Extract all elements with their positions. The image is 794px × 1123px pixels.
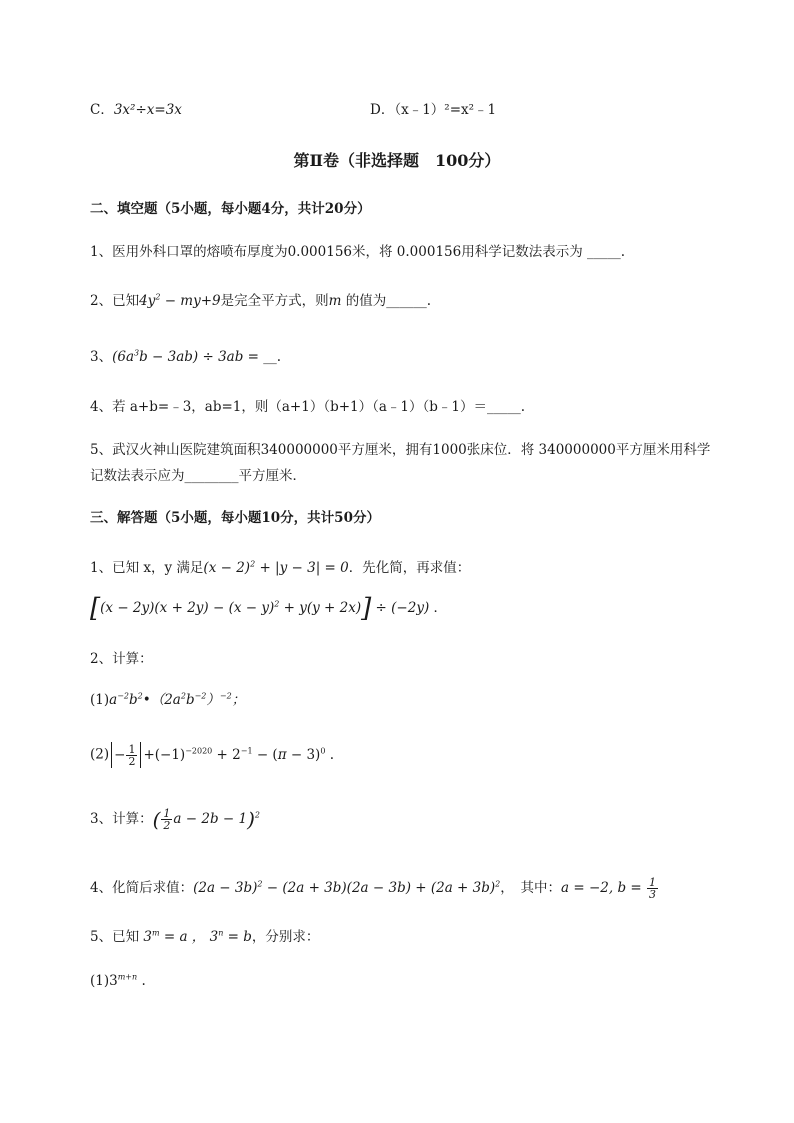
answer-question-2-sub-2	[90, 742, 744, 768]
fill-q3-number: 3、	[90, 349, 113, 365]
answer-question-1-expression	[90, 593, 744, 624]
answer-q2-sub2-expr: − $\frac{1}{2}$ $+(-1)^{-2020} + 2^{-1} - (\pi - 3)^0$ .	[109, 747, 334, 763]
option-d-text: （x﹣1）²=x²﹣1	[394, 102, 497, 118]
fill-q3-formula: $(6a^3b - 3ab) \div 3ab$	[112, 348, 244, 365]
fill-q2-number: 2、已知	[90, 293, 140, 309]
fill-question-5-line-1: 5、武汉火神山医院建筑面积340000000平方厘米，拥有1000张床位．将 340000000平方厘米用科学	[90, 442, 711, 458]
option-d	[370, 100, 744, 120]
section-fill-heading: 二、填空题（5小题，每小题4分，共计20分）	[90, 201, 371, 217]
answer-q1-expr: $[(x - 2y)(x + 2y) - (x - y)^2 + y(y + 2x)] \div (-2y)$	[90, 593, 430, 624]
answer-question-5-sub-1	[90, 971, 744, 991]
answer-q1-start: 1、已知 x，y 满足	[90, 560, 204, 576]
answer-question-3	[90, 808, 744, 831]
answer-q4-mid: ， 其中：	[500, 880, 562, 896]
answer-q3-expr: ( $\frac{1}{2}$ a − 2b − 1)$^2$	[152, 807, 260, 832]
answer-q5-conditions: $3^m = a$ ， $3^n = b$	[143, 928, 252, 945]
fill-q3-end: = __.	[243, 349, 282, 365]
fill-question-5-line-2: 记数法表示应为________平方厘米．	[90, 468, 306, 484]
answer-q5-sub1-label: (1)	[90, 973, 110, 989]
answer-question-2-title: 2、计算：	[90, 651, 153, 667]
fill-question-3	[90, 347, 744, 367]
answer-q2-sub1-expr: $a^{-2}b^2•(2a^2b^{-2})^{-2}$；	[109, 691, 246, 708]
fill-question-1: 1、医用外科口罩的熔喷布厚度为0.000156米，将 0.000156用科学记数法表示为 _____.	[90, 244, 626, 260]
answer-q4-expr: $(2a - 3b)^2 - (2a + 3b)(2a - 3b) + (2a + 3b)^2$	[193, 879, 501, 896]
answer-q1-expr-end: ．	[429, 600, 448, 616]
option-d-label: D．	[370, 102, 395, 118]
section-answer-heading: 三、解答题（5小题，每小题10分，共计50分）	[90, 510, 380, 526]
answer-question-2-sub-1	[90, 690, 744, 710]
option-c-text: 3x²÷x=3x	[113, 102, 182, 118]
answer-q2-sub1-label: (1)	[90, 692, 110, 708]
part-title: 第Ⅱ卷（非选择题 100分）	[293, 151, 501, 170]
answer-question-5	[90, 927, 744, 947]
answer-q5-tail: ，分别求：	[251, 929, 320, 945]
answer-q5-start: 5、已知	[90, 929, 144, 945]
fill-q2-formula: $4y^2 - my+9$	[139, 292, 221, 309]
fill-question-2	[90, 291, 744, 311]
fill-question-4: 4、若 a+b=﹣3，ab=1，则（a+1）（b+1）（a﹣1）（b﹣1）＝_____.	[90, 399, 526, 415]
answer-q1-end: ．先化简，再求值：	[348, 560, 471, 576]
fill-q2-end: 的值为______.	[341, 293, 432, 309]
answer-q3-title: 3、计算：	[90, 811, 153, 827]
answer-q5-sub1-expr: $3^{m+n}$ .	[109, 972, 146, 989]
answer-question-1	[90, 558, 744, 578]
answer-q2-sub2-label: (2)	[90, 746, 110, 763]
fill-q2-var: m	[328, 293, 342, 309]
answer-q1-condition: $(x - 2)^2 + |y - 3| = 0$	[203, 559, 349, 576]
answer-question-4	[90, 877, 744, 900]
fill-q2-mid: 是完全平方式，则	[220, 293, 329, 309]
answer-q4-start: 4、化简后求值：	[90, 880, 194, 896]
answer-q4-values: a = −2, b = $\frac{1}{3}$	[561, 876, 656, 901]
option-c-label: C．	[90, 102, 114, 118]
